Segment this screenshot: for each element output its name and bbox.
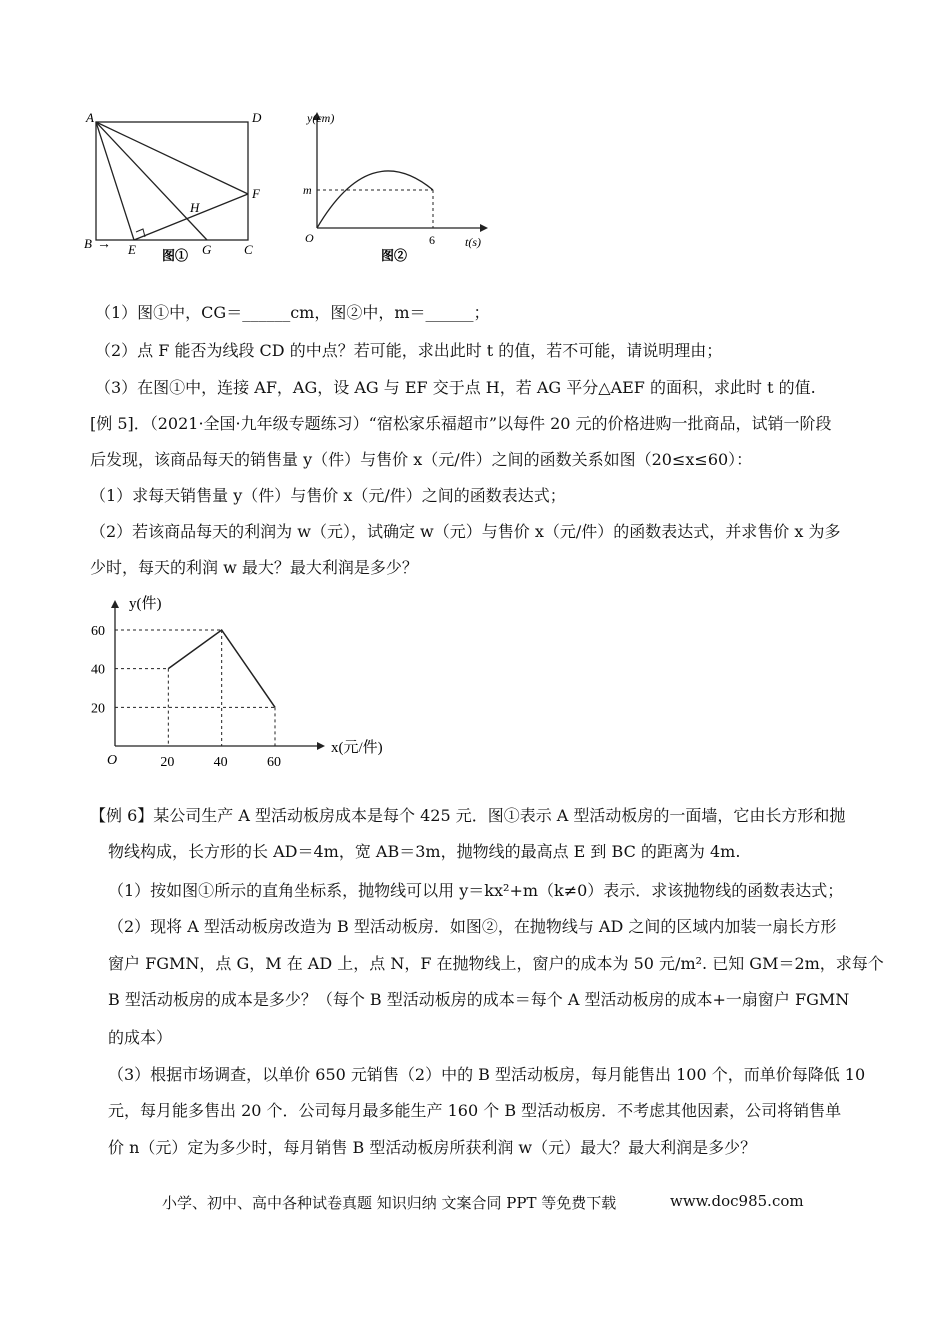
example-6-q3-line-2: 元，每月能多售出 20 个．公司每月最多能生产 160 个 B 型活动板房．不考虑其他因素，公司将销售单 [108, 1101, 842, 1120]
y-tick-label-20: 20 [91, 701, 105, 717]
y-tick-label-60: 60 [91, 624, 105, 639]
example-6-q1: （1）按如图①所示的直角坐标系，抛物线可以用 y＝kx²+m（k≠0）表示．求该抛物线的函数表达式； [108, 881, 844, 900]
point-a-label: A [86, 110, 94, 125]
footer-text: 小学、初中、高中各种试卷真题 知识归纳 文案合同 PPT 等免费下载 [162, 1194, 617, 1212]
example-5-q2-line-2: 少时，每天的利润 w 最大？最大利润是多少？ [90, 558, 418, 577]
figure-1-caption: 图① [162, 248, 189, 263]
origin-label: O [305, 231, 314, 245]
point-e-label: E [128, 242, 136, 257]
y-axis-label: y(cm) [307, 111, 335, 125]
example-6-q2-line-2: 窗户 FGMN，点 G，M 在 AD 上，点 N，F 在抛物线上，窗户的成本为 50 元/m². 已知 GM＝2m，求每个 [108, 954, 884, 973]
example-6-q3-line-3: 价 n（元）定为多少时，每月销售 B 型活动板房所获利润 w（元）最大？最大利润是多少？ [108, 1138, 757, 1157]
example-5-line-1: [例 5]．（2021·全国·九年级专题练习）“宿松家乐福超市”以每件 20 元的价格进购一批商品，试销一阶段 [90, 414, 832, 433]
question-1-line: （1）图①中，CG＝______cm，图②中，m＝______； [95, 303, 490, 322]
point-f-label: F [252, 186, 260, 201]
chart-origin-label: O [107, 753, 118, 768]
example-6-q2-line-4: 的成本） [108, 1028, 173, 1047]
x-tick-label-60: 60 [267, 755, 281, 770]
y-tick-label-40: 40 [91, 662, 105, 678]
point-c-label: C [244, 242, 253, 257]
chart-y-axis-label: y(件) [129, 596, 162, 612]
m-label: m [303, 183, 312, 197]
figure-2-graph [295, 108, 495, 268]
x-tick-label-20: 20 [160, 755, 175, 770]
question-2-line: （2）点 F 能否为线段 CD 的中点？若可能，求出此时 t 的值，若不可能，请说明理由； [95, 341, 723, 360]
figure-1-rectangle [80, 108, 270, 268]
point-h-label: H [190, 200, 200, 215]
arrow-glyph: → [97, 237, 111, 252]
question-3-line: （3）在图①中，连接 AF，AG，设 AG 与 EF 交于点 H，若 AG 平分△AEF 的面积，求此时 t 的值. [95, 378, 816, 397]
x-axis-label: t(s) [465, 235, 481, 249]
example-6-q3-line-1: （3）根据市场调查，以单价 650 元销售（2）中的 B 型活动板房，每月能售出 100 个，而单价每降低 10 [108, 1065, 866, 1084]
example-5-q2-line-1: （2）若该商品每天的利润为 w（元），试确定 w（元）与售价 x（元/件）的函数表达式，并求售价 x 为多 [90, 522, 841, 541]
sales-chart [85, 588, 415, 788]
chart-x-axis-label: x(元/件) [331, 740, 383, 756]
footer-url[interactable]: www.doc985.com [670, 1192, 804, 1210]
point-d-label: D [252, 110, 262, 125]
example-6-line-2: 物线构成，长方形的长 AD＝4m，宽 AB＝3m，抛物线的最高点 E 到 BC 的距离为 4m. [108, 842, 741, 861]
example-5-line-2: 后发现，该商品每天的销售量 y（件）与售价 x（元/件）之间的函数关系如图（20≤x≤60）： [90, 450, 753, 469]
example-5-q1: （1）求每天销售量 y（件）与售价 x（元/件）之间的函数表达式； [90, 486, 566, 505]
tick-6-label: 6 [429, 233, 435, 247]
point-b-label: B [84, 236, 92, 251]
x-tick-label-40: 40 [213, 755, 228, 770]
example-6-q2-line-3: B 型活动板房的成本是多少？（每个 B 型活动板房的成本＝每个 A 型活动板房的成本+一扇窗户 FGMN [108, 990, 850, 1009]
figure-2-caption: 图② [381, 248, 408, 263]
point-g-label: G [202, 242, 212, 257]
example-6-q2-line-1: （2）现将 A 型活动板房改造为 B 型活动板房．如图②，在抛物线与 AD 之间的区域内加装一扇长方形 [108, 917, 837, 936]
example-6-line-1: 【例 6】某公司生产 A 型活动板房成本是每个 425 元．图①表示 A 型活动板房的一面墙，它由长方形和抛 [90, 806, 846, 825]
